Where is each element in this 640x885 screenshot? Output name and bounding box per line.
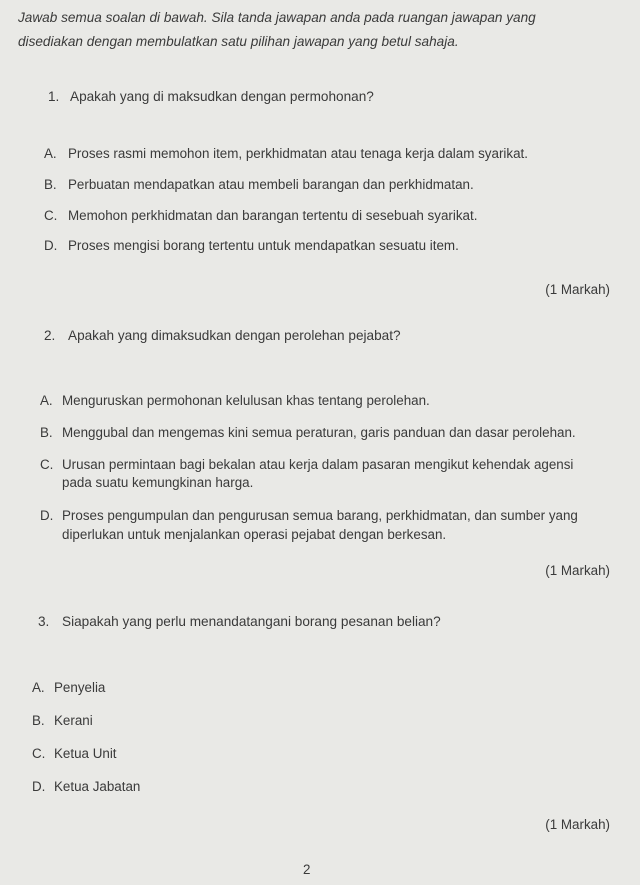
q2-option-a-letter[interactable]: A.: [40, 393, 53, 408]
question-1-text: Apakah yang di maksudkan dengan permohonan?: [70, 89, 374, 104]
q2-option-c-text-line-2: pada suatu kemungkinan harga.: [62, 475, 254, 490]
q2-option-c-text-line-1: Urusan permintaan bagi bekalan atau kerja dalam pasaran mengikut kehendak agensi: [62, 457, 574, 472]
q3-option-a-letter[interactable]: A.: [32, 680, 45, 695]
question-3-text: Siapakah yang perlu menandatangani borang pesanan belian?: [62, 614, 441, 629]
q2-option-d-text-line-1: Proses pengumpulan dan pengurusan semua barang, perkhidmatan, dan sumber yang: [62, 508, 578, 523]
q2-option-b-text: Menggubal dan mengemas kini semua peraturan, garis panduan dan dasar perolehan.: [62, 425, 576, 440]
question-3-number: 3.: [38, 614, 50, 629]
instruction-line-2: disediakan dengan membulatkan satu pilihan jawapan yang betul sahaja.: [18, 34, 459, 49]
instruction-line-1: Jawab semua soalan di bawah. Sila tanda jawapan anda pada ruangan jawapan yang: [18, 10, 536, 25]
q3-option-a-text: Penyelia: [54, 680, 106, 695]
q2-option-d-letter[interactable]: D.: [40, 508, 54, 523]
q1-option-a-letter[interactable]: A.: [44, 146, 57, 161]
q3-option-c-text: Ketua Unit: [54, 746, 117, 761]
q3-option-b-letter[interactable]: B.: [32, 713, 45, 728]
q3-option-d-letter[interactable]: D.: [32, 779, 46, 794]
question-2-text: Apakah yang dimaksudkan dengan perolehan pejabat?: [68, 328, 401, 343]
q3-option-d-text: Ketua Jabatan: [54, 779, 141, 794]
q3-option-b-text: Kerani: [54, 713, 93, 728]
q3-option-c-letter[interactable]: C.: [32, 746, 46, 761]
page-number: 2: [303, 862, 311, 877]
q2-marks: (1 Markah): [545, 563, 610, 578]
q2-option-d-text-line-2: diperlukan untuk menjalankan operasi pejabat dengan berkesan.: [62, 527, 447, 542]
question-1-number: 1.: [48, 89, 60, 104]
q1-option-a-text: Proses rasmi memohon item, perkhidmatan atau tenaga kerja dalam syarikat.: [68, 146, 528, 161]
q2-option-c-letter[interactable]: C.: [40, 457, 54, 472]
q1-option-d-text: Proses mengisi borang tertentu untuk mendapatkan sesuatu item.: [68, 238, 459, 253]
q1-marks: (1 Markah): [545, 282, 610, 297]
q1-option-c-text: Memohon perkhidmatan dan barangan tertentu di sesebuah syarikat.: [68, 208, 478, 223]
q1-option-b-letter[interactable]: B.: [44, 177, 57, 192]
question-2-number: 2.: [44, 328, 56, 343]
q3-marks: (1 Markah): [545, 817, 610, 832]
q2-option-a-text: Menguruskan permohonan kelulusan khas tentang perolehan.: [62, 393, 430, 408]
q1-option-d-letter[interactable]: D.: [44, 238, 58, 253]
q1-option-b-text: Perbuatan mendapatkan atau membeli barangan dan perkhidmatan.: [68, 177, 474, 192]
q2-option-b-letter[interactable]: B.: [40, 425, 53, 440]
q1-option-c-letter[interactable]: C.: [44, 208, 58, 223]
